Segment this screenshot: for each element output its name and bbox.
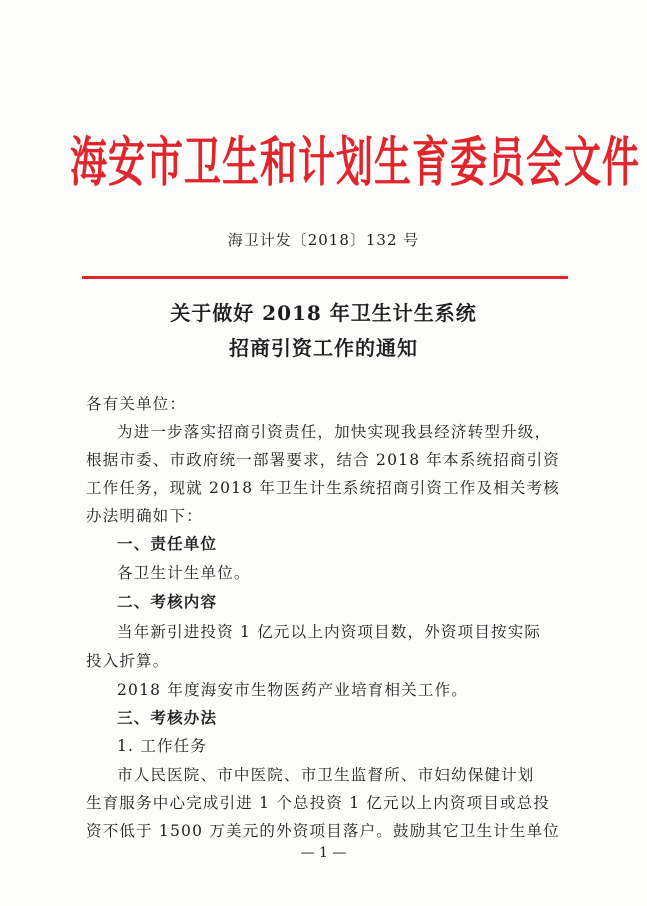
paragraph-line: 各卫生计生单位。: [117, 564, 251, 582]
paragraph-line: 市人民医院、市中医院、市卫生监督所、市妇幼保健计划: [117, 766, 535, 784]
section-heading: 一、责任单位: [117, 534, 218, 553]
paragraph-line: 当年新引进投资 1 亿元以上内资项目数，外资项目按实际: [117, 623, 542, 641]
intro-line: 办法明确如下：: [86, 507, 203, 525]
issuing-authority-header: 海安市卫生和计划生育委员会文件: [70, 129, 640, 194]
paragraph-line: 2018 年度海安市生物医药产业培育相关工作。: [117, 681, 468, 699]
section-heading: 二、考核内容: [117, 592, 218, 611]
paragraph-line: 资不低于 1500 万美元的外资项目落户。鼓励其它卫生计生单位: [86, 822, 561, 840]
document-title-line-1: 关于做好 2018 年卫生计生系统: [170, 301, 477, 325]
red-divider-line: [82, 276, 568, 279]
intro-line: 根据市委、市政府统一部署要求，结合 2018 年本系统招商引资: [86, 451, 561, 469]
document-title-line-2: 招商引资工作的通知: [229, 336, 418, 360]
subsection-heading: 1. 工作任务: [117, 737, 208, 755]
intro-line: 工作任务，现就 2018 年卫生计生系统招商引资工作及相关考核: [86, 479, 561, 497]
paragraph-line: 生育服务中心完成引进 1 个总投资 1 亿元以上内资项目或总投: [86, 794, 551, 812]
salutation: 各有关单位：: [86, 395, 187, 413]
intro-line: 为进一步落实招商引资责任，加快实现我县经济转型升级，: [117, 423, 552, 441]
document-number: 海卫计发〔2018〕132 号: [227, 231, 420, 249]
section-heading: 三、考核办法: [117, 708, 218, 727]
paragraph-line: 投入折算。: [86, 652, 170, 670]
page-number: — 1 —: [300, 845, 347, 861]
